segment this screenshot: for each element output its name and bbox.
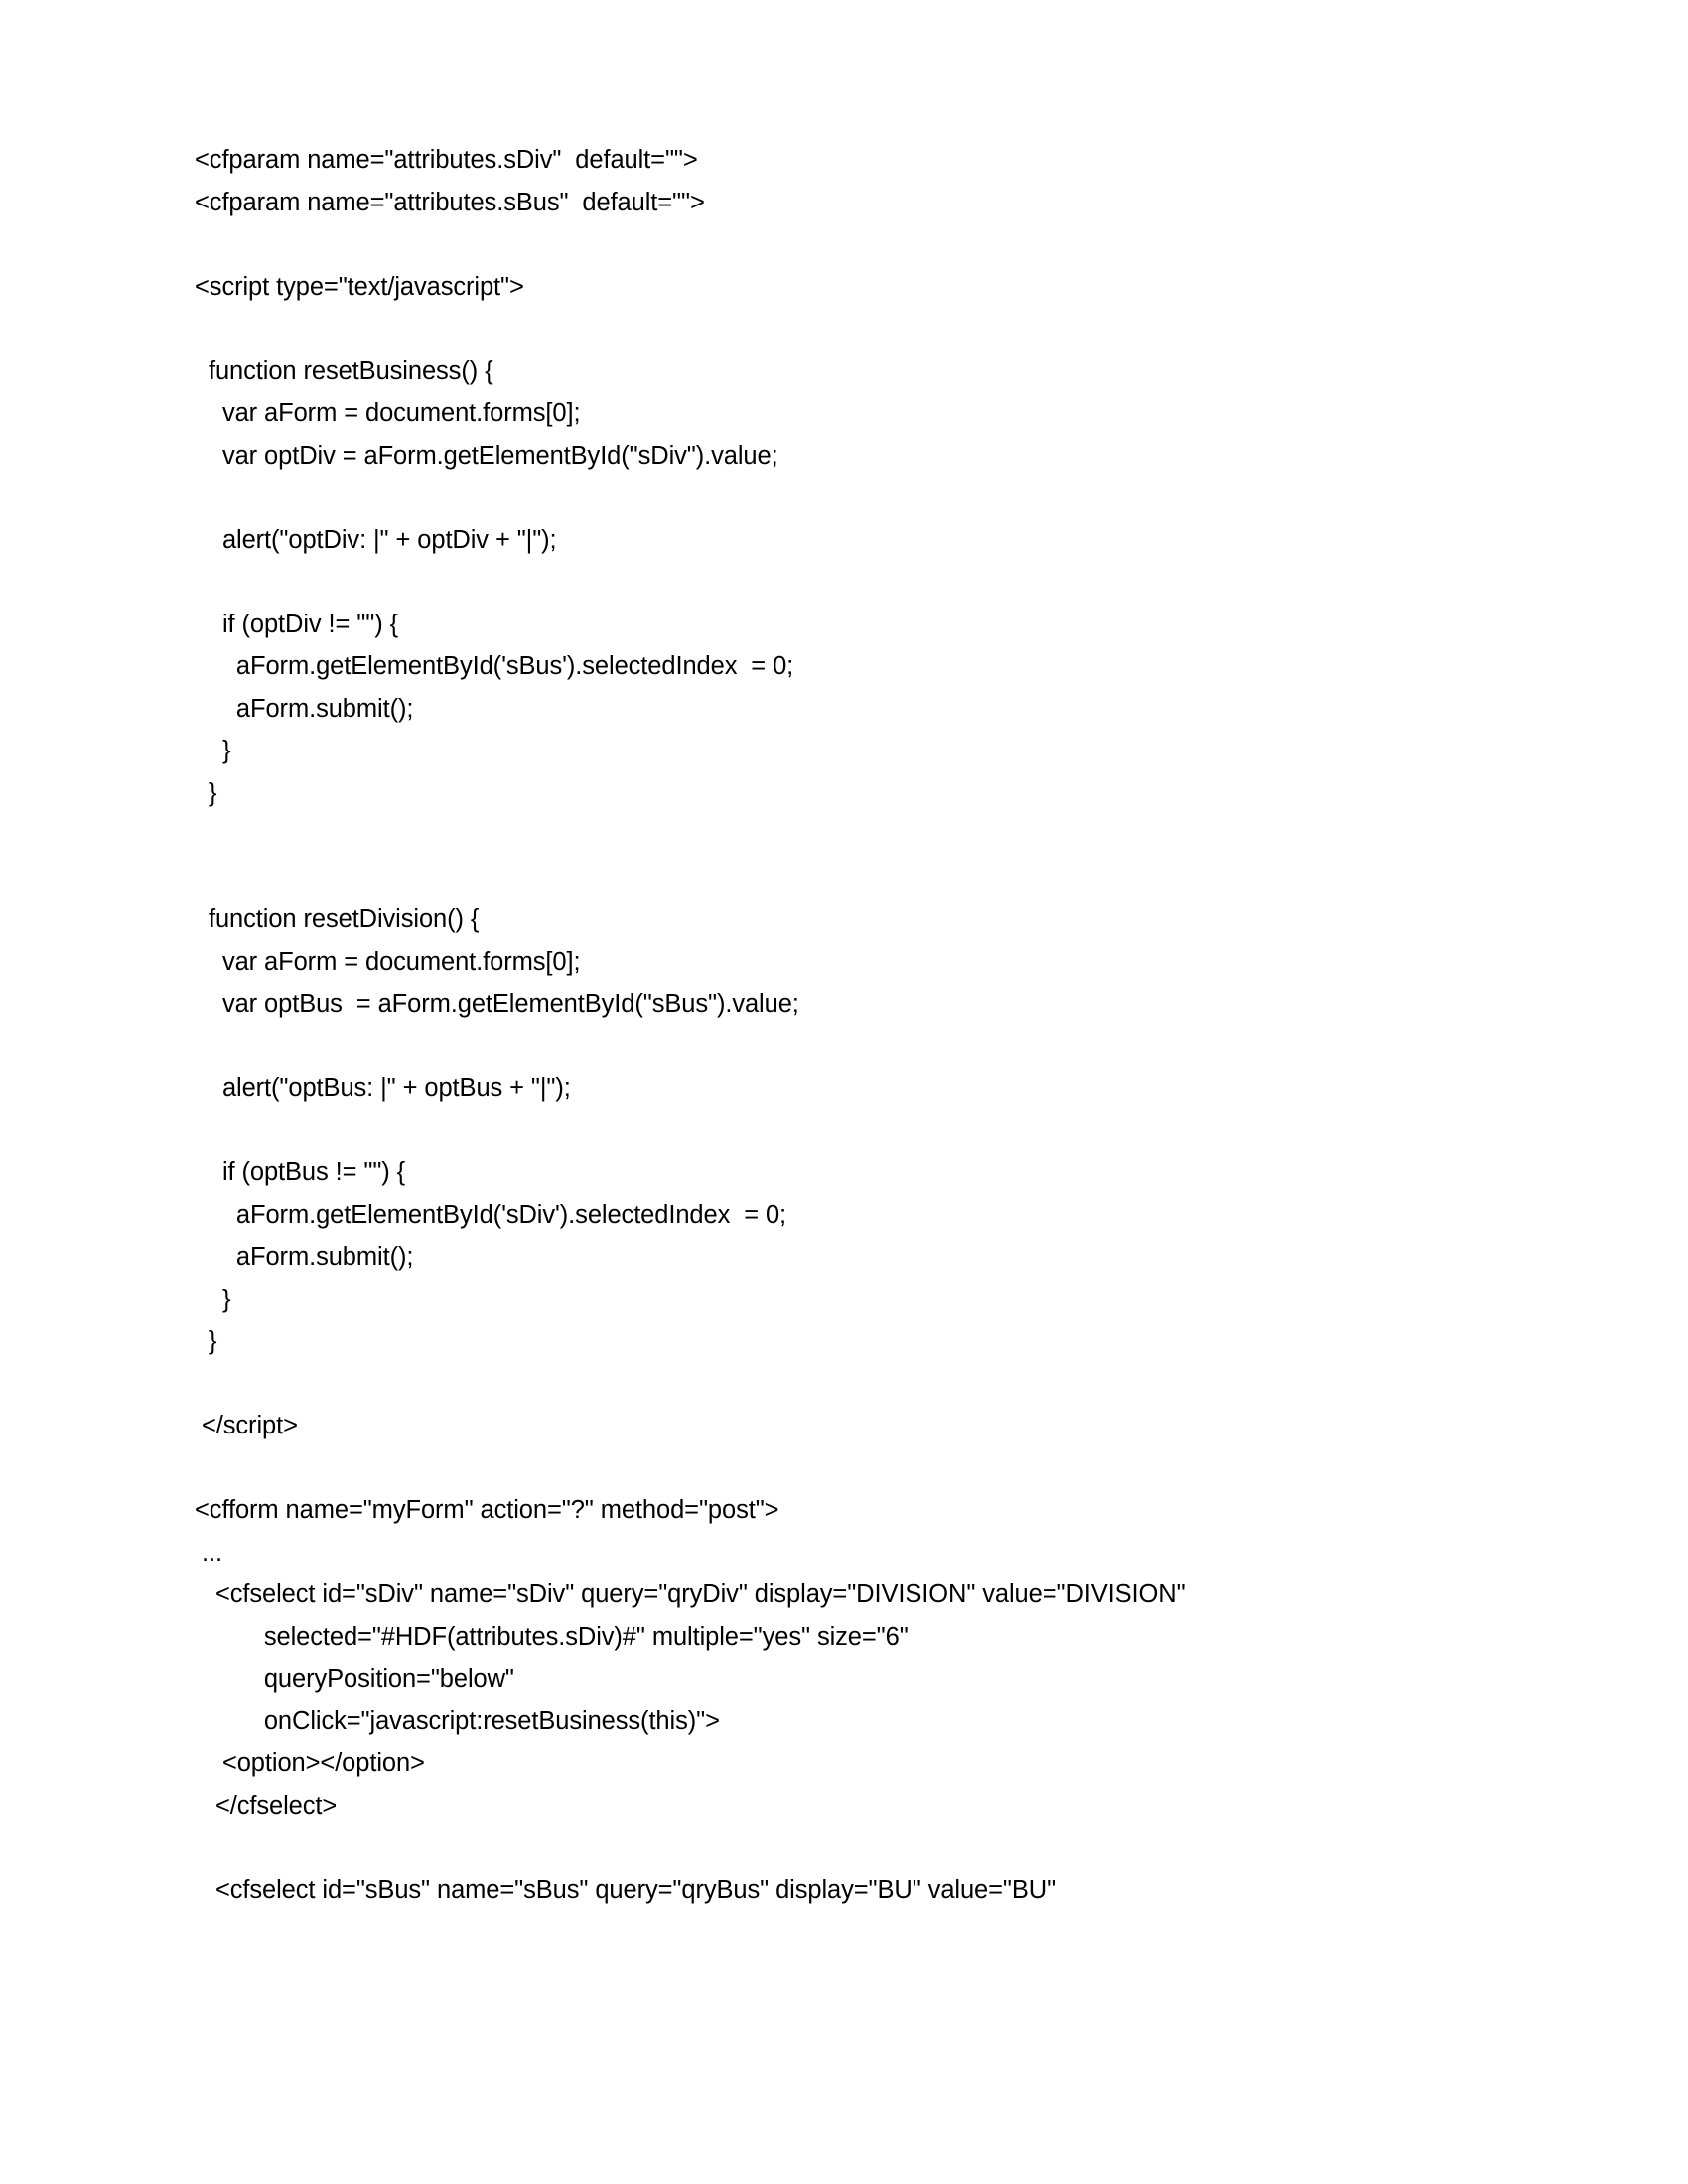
code-line: var aForm = document.forms[0]; xyxy=(195,399,581,427)
code-line xyxy=(195,1110,1688,1153)
code-line: function resetBusiness() { xyxy=(195,356,493,385)
code-line: queryPosition="below" xyxy=(195,1665,514,1693)
code-line: </cfselect> xyxy=(195,1791,338,1820)
code-line: aForm.getElementById('sDiv').selectedIndex = 0; xyxy=(195,1200,787,1229)
code-line: alert("optBus: |" + optBus + "|"); xyxy=(195,1074,571,1102)
code-line: <cfparam name="attributes.sDiv" default=""> xyxy=(195,146,698,174)
code-line: } xyxy=(195,778,217,807)
code-line: } xyxy=(195,1285,231,1313)
code-line: <cfselect id="sDiv" name="sDiv" query="qryDiv" display="DIVISION" value="DIVISION" xyxy=(195,1580,1186,1608)
code-line: aForm.getElementById('sBus').selectedIndex = 0; xyxy=(195,652,794,680)
code-line: <cfform name="myForm" action="?" method="post"> xyxy=(195,1496,779,1524)
code-line xyxy=(195,223,1688,266)
code-line xyxy=(195,1447,1688,1490)
code-line: <option></option> xyxy=(195,1749,425,1777)
code-line: <cfparam name="attributes.sBus" default=""> xyxy=(195,188,705,216)
code-line: alert("optDiv: |" + optDiv + "|"); xyxy=(195,525,557,554)
code-line: onClick="javascript:resetBusiness(this)"> xyxy=(195,1706,720,1735)
code-line: aForm.submit(); xyxy=(195,1243,414,1271)
code-line: var optDiv = aForm.getElementById("sDiv").value; xyxy=(195,441,778,470)
code-line: } xyxy=(195,1327,217,1355)
code-line xyxy=(195,1363,1688,1406)
code-line xyxy=(195,561,1688,604)
code-line: function resetDivision() { xyxy=(195,905,480,933)
code-line: } xyxy=(195,737,231,764)
code-line: var optBus = aForm.getElementById("sBus").value; xyxy=(195,990,799,1018)
code-listing xyxy=(0,139,1688,1911)
code-line: aForm.submit(); xyxy=(195,694,414,723)
code-line: <cfselect id="sBus" name="sBus" query="qryBus" display="BU" value="BU" xyxy=(195,1875,1056,1904)
code-line xyxy=(195,1025,1688,1068)
code-line: <script type="text/javascript"> xyxy=(195,272,524,301)
code-line xyxy=(195,814,1688,857)
code-line xyxy=(195,308,1688,350)
code-line xyxy=(195,857,1688,899)
code-line: </script> xyxy=(195,1412,298,1439)
code-line: ... xyxy=(195,1538,222,1567)
code-line: selected="#HDF(attributes.sDiv)#" multiple="yes" size="6" xyxy=(195,1622,909,1651)
code-line: if (optDiv != "") { xyxy=(195,610,398,638)
code-line: if (optBus != "") { xyxy=(195,1159,406,1186)
code-line xyxy=(195,1827,1688,1869)
code-line xyxy=(195,477,1688,519)
code-line: var aForm = document.forms[0]; xyxy=(195,947,581,976)
